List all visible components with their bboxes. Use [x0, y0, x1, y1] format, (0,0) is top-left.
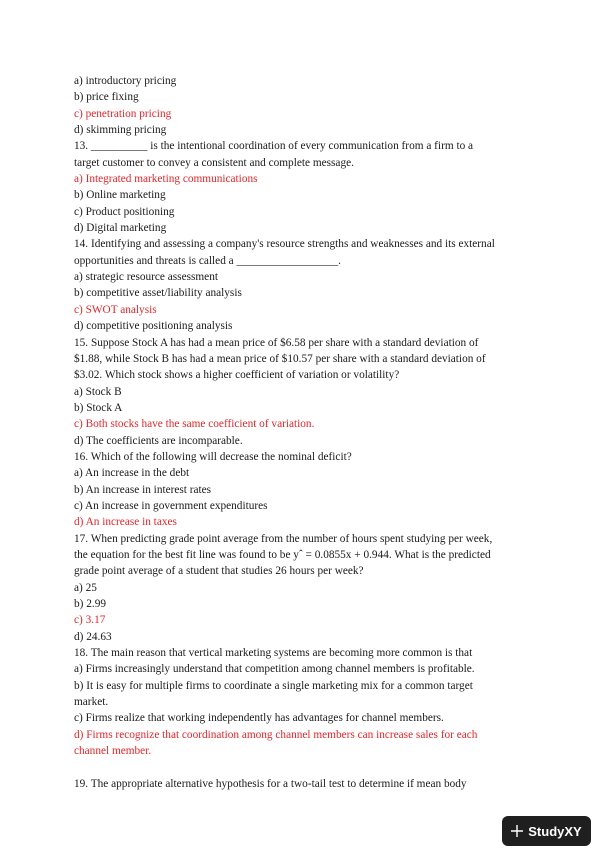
text-line: d) competitive positioning analysis: [74, 320, 233, 333]
watermark-brand-b: XY: [564, 823, 582, 839]
text-line: 19. The appropriate alternative hypothesis for a two-tail test to determine if mean body: [74, 777, 467, 790]
text-line: a) introductory pricing: [74, 75, 177, 87]
text-line: 17. When predicting grade point average from the number of hours spent studying per week,: [74, 532, 493, 545]
text-line: grade point average of a student that studies 26 hours per week?: [74, 565, 364, 578]
text-line: a) strategic resource assessment: [74, 271, 218, 284]
text-line: d) 24.63: [74, 630, 112, 643]
text-line: d) Digital marketing: [74, 222, 167, 235]
text-line: d) skimming pricing: [74, 124, 167, 137]
text-line: opportunities and threats is called a __________________.: [74, 254, 341, 267]
answer-line: d) An increase in taxes: [74, 516, 177, 529]
text-line: 13. __________ is the intentional coordination of every communication from a firm to a: [74, 140, 474, 153]
text-line: a) 25: [74, 581, 97, 594]
text-line: target customer to convey a consistent and complete message.: [74, 156, 354, 169]
document-body: [74, 73, 544, 792]
text-line: a) Firms increasingly understand that competition among channel members is profitable.: [74, 663, 475, 676]
watermark-text: [528, 824, 581, 839]
text-line: c) Product positioning: [74, 205, 175, 218]
answer-line: c) Both stocks have the same coefficient of variation.: [74, 418, 315, 431]
plus-sparkle-icon: [511, 825, 523, 837]
watermark-brand-a: Study: [528, 823, 565, 839]
text-line: $3.02. Which stock shows a higher coefficient of variation or volatility?: [74, 369, 400, 382]
text-line: b) Online marketing: [74, 189, 166, 202]
text-line: a) Stock B: [74, 385, 122, 398]
text-line: 16. Which of the following will decrease the nominal deficit?: [74, 450, 352, 463]
studyxy-watermark: [502, 816, 591, 846]
text-line: b) An increase in interest rates: [74, 483, 212, 496]
answer-line: a) Integrated marketing communications: [74, 173, 258, 186]
text-line: b) competitive asset/liability analysis: [74, 287, 242, 300]
text-line: $1.88, while Stock B has had a mean price of $10.57 per share with a standard deviation of: [74, 352, 486, 365]
answer-line: d) Firms recognize that coordination among channel members can increase sales for each: [74, 728, 478, 741]
answer-line: c) SWOT analysis: [74, 303, 157, 316]
text-line: d) The coefficients are incomparable.: [74, 434, 243, 447]
answer-line: c) penetration pricing: [74, 107, 172, 120]
text-line: 14. Identifying and assessing a company's resource strengths and weaknesses and its external: [74, 238, 495, 251]
text-line: the equation for the best fit line was found to be yˆ = 0.0855x + 0.944. What is the predicted: [74, 548, 491, 561]
text-line: c) An increase in government expenditures: [74, 499, 268, 512]
text-line: b) It is easy for multiple firms to coordinate a single marketing mix for a common target: [74, 679, 473, 692]
text-line: 18. The main reason that vertical marketing systems are becoming more common is that: [74, 647, 473, 660]
text-line: b) 2.99: [74, 598, 107, 610]
text-line: market.: [74, 696, 109, 709]
text-line: c) Firms realize that working independently has advantages for channel members.: [74, 712, 444, 725]
text-line: 15. Suppose Stock A has had a mean price of $6.58 per share with a standard deviation of: [74, 336, 479, 349]
text-line: a) An increase in the debt: [74, 467, 190, 480]
blank-line: [74, 759, 544, 775]
text-line: b) price fixing: [74, 91, 139, 104]
answer-line: c) 3.17: [74, 614, 106, 627]
answer-line: channel member.: [74, 745, 152, 758]
text-line: b) Stock A: [74, 401, 123, 414]
